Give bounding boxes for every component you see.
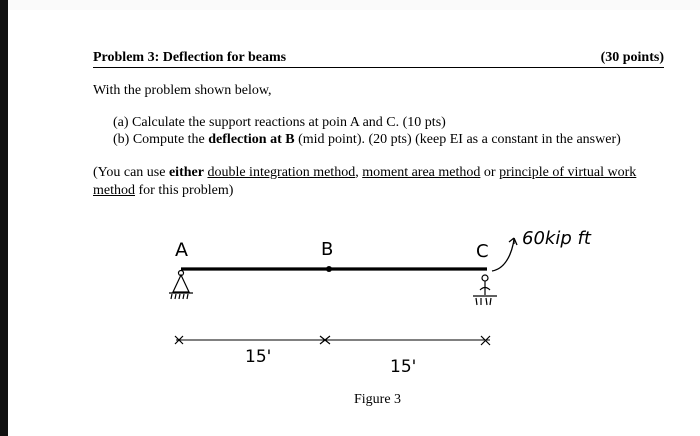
- note-close: for this problem): [135, 183, 234, 198]
- point-b-marker: [326, 266, 332, 272]
- method-double-integration: double integration method: [207, 165, 356, 180]
- label-a: A: [175, 239, 188, 261]
- note-open: (You can use: [93, 165, 169, 180]
- note-either: either: [168, 165, 204, 180]
- moment-arrow: [492, 238, 514, 271]
- item-b-pre: (b) Compute the: [113, 132, 209, 147]
- span-label-1: 15': [245, 347, 272, 367]
- label-b: B: [321, 239, 334, 260]
- method-virtual-work-cont: method: [93, 183, 135, 198]
- method-virtual-work: principle of virtual work: [499, 165, 637, 180]
- note-comma: ,: [355, 165, 363, 180]
- problem-points: (30 points): [600, 50, 664, 65]
- intro-text: With the problem shown below,: [93, 83, 272, 98]
- moment-label: 60kip ft: [522, 228, 591, 249]
- roller-support-c: [473, 275, 497, 305]
- item-b-bold: deflection at B: [208, 132, 295, 147]
- note-or: or: [480, 165, 500, 180]
- figure-caption: Figure 3: [354, 392, 402, 407]
- problem-title: Problem 3: Deflection for beams: [93, 50, 287, 65]
- span-label-2: 15': [390, 357, 417, 377]
- pin-support-a: [169, 271, 193, 300]
- method-moment-area: moment area method: [362, 165, 481, 180]
- item-a: (a) Calculate the support reactions at poin A and C. (10 pts): [113, 115, 446, 130]
- item-b-post: (mid point). (20 pts) (keep EI as a constant in the answer): [294, 132, 621, 147]
- label-c: C: [476, 241, 489, 262]
